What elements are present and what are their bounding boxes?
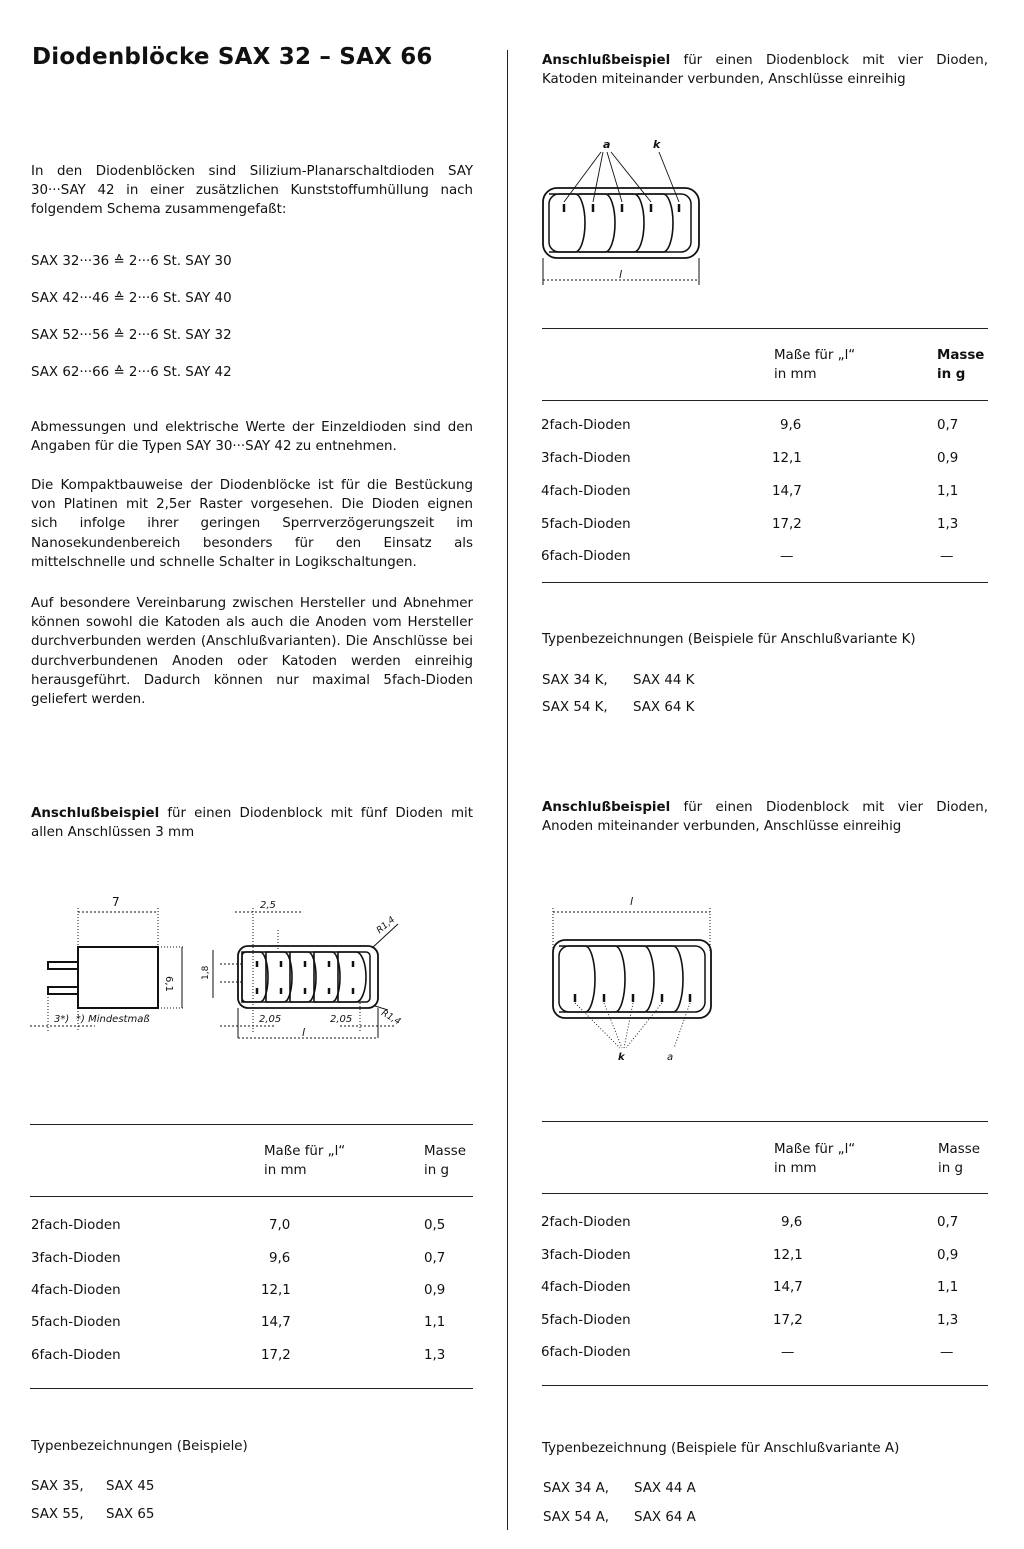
table-a-rule-top xyxy=(542,1121,988,1122)
row-length: 9,6 xyxy=(780,418,802,433)
schema-line: SAX 62···66 ≙ 2···6 St. SAY 42 xyxy=(31,365,232,380)
example-heading-text: für einen Diodenblock mit vier Dioden, Katoden miteinander verbunden, Anschlüsse einreihig xyxy=(542,53,988,88)
svg-text:R1,4: R1,4 xyxy=(375,915,398,936)
svg-text:k: k xyxy=(618,1052,625,1063)
row-type: 3fach-Dioden xyxy=(31,1251,121,1266)
type-designation: SAX 65 xyxy=(106,1507,155,1522)
type-designation: SAX 64 K xyxy=(633,700,695,715)
header-mass-line1: Masse xyxy=(937,348,985,363)
page-title: Diodenblöcke SAX 32 – SAX 66 xyxy=(32,44,433,70)
row-mass: 1,3 xyxy=(937,517,959,532)
example-heading-five-diodes xyxy=(31,804,473,842)
row-mass: 0,5 xyxy=(424,1218,446,1233)
table-k-rule-header xyxy=(542,400,988,401)
row-mass: 0,9 xyxy=(424,1283,446,1298)
row-length: 17,2 xyxy=(772,517,802,532)
row-length: 7,0 xyxy=(269,1218,291,1233)
row-mass: 0,9 xyxy=(937,1248,959,1263)
types-k-title: Typenbezeichnungen (Beispiele für Anschlußvariante K) xyxy=(542,632,916,647)
anode-variant-drawing xyxy=(540,890,730,1065)
row-type: 3fach-Dioden xyxy=(541,1248,631,1263)
row-type: 4fach-Dioden xyxy=(541,1280,631,1295)
table-k-header-mass xyxy=(937,346,984,384)
row-mass: 1,3 xyxy=(937,1313,959,1328)
header-length-line2: in mm xyxy=(774,367,817,382)
row-type: 2fach-Dioden xyxy=(541,1215,631,1230)
table-k-rule-top xyxy=(542,328,988,329)
header-length-line1: Maße für „l“ xyxy=(264,1144,346,1159)
paragraph-variants: Auf besondere Vereinbarung zwischen Hersteller und Abnehmer können sowohl die Katoden als auch die Anoden vom Hersteller durchverbunden werden (Anschlußvarianten). Die Anschlüsse bei durchverbundenen Anoden oder Katoden werden einreihig herausgeführt. Dadurch können nur maximal 5fach-Dioden geliefert werden. xyxy=(31,596,473,708)
type-designation: SAX 54 A, xyxy=(543,1510,610,1525)
type-designation: SAX 55, xyxy=(31,1507,84,1522)
example-heading-anode xyxy=(542,798,988,836)
schema-line: SAX 32···36 ≙ 2···6 St. SAY 30 xyxy=(31,254,232,269)
types-title: Typenbezeichnungen (Beispiele) xyxy=(31,1439,248,1454)
row-mass: 0,7 xyxy=(424,1251,446,1266)
svg-text:k: k xyxy=(653,138,661,151)
row-length: 14,7 xyxy=(772,484,802,499)
svg-text:a: a xyxy=(667,1052,674,1063)
row-type: 2fach-Dioden xyxy=(541,418,631,433)
type-designation: SAX 54 K, xyxy=(542,700,608,715)
row-type: 4fach-Dioden xyxy=(31,1283,121,1298)
example-heading-bold: Anschlußbeispiel xyxy=(31,806,160,821)
header-length-line2: in mm xyxy=(774,1161,817,1176)
row-length: 17,2 xyxy=(261,1348,291,1363)
svg-text:l: l xyxy=(302,1026,306,1039)
type-designation: SAX 34 K, xyxy=(542,673,608,688)
svg-text:l: l xyxy=(619,268,623,281)
row-mass: 0,9 xyxy=(937,451,959,466)
svg-text:a: a xyxy=(603,138,611,151)
table-a-rule-bottom xyxy=(542,1385,988,1386)
row-mass: 0,7 xyxy=(937,1215,959,1230)
header-length-line2: in mm xyxy=(264,1163,307,1178)
row-length: 9,6 xyxy=(269,1251,291,1266)
row-type: 5fach-Dioden xyxy=(541,517,631,532)
row-length: 14,7 xyxy=(261,1315,291,1330)
paragraph-dimensions: Abmessungen und elektrische Werte der Einzeldioden sind den Angaben für die Typen SAY 30···SAY 42 zu entnehmen. xyxy=(31,420,473,455)
row-type: 3fach-Dioden xyxy=(541,451,631,466)
row-mass: 1,1 xyxy=(937,484,959,499)
type-designation: SAX 45 xyxy=(106,1479,155,1494)
row-type: 4fach-Dioden xyxy=(541,484,631,499)
svg-text:2,05: 2,05 xyxy=(330,1014,353,1025)
type-designation: SAX 44 A xyxy=(634,1481,696,1496)
svg-text:2,05: 2,05 xyxy=(259,1014,282,1025)
row-length: 9,6 xyxy=(781,1215,803,1230)
table-rule-bottom xyxy=(30,1388,473,1389)
svg-text:1,8: 1,8 xyxy=(201,965,211,980)
type-designation: SAX 35, xyxy=(31,1479,84,1494)
row-type: 6fach-Dioden xyxy=(31,1348,121,1363)
row-mass: 1,1 xyxy=(937,1280,959,1295)
cathode-variant-drawing xyxy=(535,130,715,290)
row-length: 17,2 xyxy=(773,1313,803,1328)
row-length: 12,1 xyxy=(772,451,802,466)
example-heading-bold: Anschlußbeispiel xyxy=(542,800,671,815)
row-type: 5fach-Dioden xyxy=(541,1313,631,1328)
svg-text:7: 7 xyxy=(112,895,120,909)
type-designation: SAX 64 A xyxy=(634,1510,696,1525)
header-length-line1: Maße für „l“ xyxy=(774,348,856,363)
row-mass: 1,1 xyxy=(424,1315,446,1330)
example-heading-text: für einen Diodenblock mit fünf Dioden mit allen Anschlüssen 3 mm xyxy=(31,806,473,841)
header-mass-line1: Masse xyxy=(938,1142,980,1157)
type-designation: SAX 34 A, xyxy=(543,1481,610,1496)
row-mass: — xyxy=(940,549,954,564)
row-type: 5fach-Dioden xyxy=(31,1315,121,1330)
row-type: 6fach-Dioden xyxy=(541,549,631,564)
example-heading-cathode xyxy=(542,51,988,89)
row-mass: — xyxy=(940,1345,954,1360)
row-mass: 1,3 xyxy=(424,1348,446,1363)
header-mass-line2: in g xyxy=(937,367,966,382)
example-heading-text: für einen Diodenblock mit vier Dioden, Anoden miteinander verbunden, Anschlüsse einreihig xyxy=(542,800,988,835)
svg-text:3*): 3*) xyxy=(54,1014,70,1025)
table-rule-top xyxy=(30,1124,473,1125)
header-mass-line2: in g xyxy=(424,1163,449,1178)
table-header-length xyxy=(264,1142,345,1180)
intro-paragraph: In den Diodenblöcken sind Silizium-Planarschaltdioden SAY 30···SAY 42 in einer zusätzlichen Kunststoffumhüllung nach folgendem Schema zusammengefaßt: xyxy=(31,164,473,218)
type-designation: SAX 44 K xyxy=(633,673,695,688)
header-length-line1: Maße für „l“ xyxy=(774,1142,856,1157)
svg-text:l: l xyxy=(630,895,634,908)
example-heading-bold: Anschlußbeispiel xyxy=(542,53,671,68)
row-length: 12,1 xyxy=(773,1248,803,1263)
table-a-header-mass xyxy=(938,1140,980,1178)
row-type: 6fach-Dioden xyxy=(541,1345,631,1360)
types-a-title: Typenbezeichnung (Beispiele für Anschlußvariante A) xyxy=(542,1441,900,1456)
table-k-header-length xyxy=(774,346,855,384)
footnote-minimum: *) Mindestmaß xyxy=(76,1014,150,1025)
schema-line: SAX 42···46 ≙ 2···6 St. SAY 40 xyxy=(31,291,232,306)
row-length: 14,7 xyxy=(773,1280,803,1295)
row-length: — xyxy=(780,549,794,564)
header-mass-line1: Masse xyxy=(424,1144,466,1159)
svg-text:6,1: 6,1 xyxy=(163,976,174,992)
table-a-rule-header xyxy=(542,1193,988,1194)
header-mass-line2: in g xyxy=(938,1161,963,1176)
table-k-rule-bottom xyxy=(542,582,988,583)
row-length: — xyxy=(781,1345,795,1360)
schema-line: SAX 52···56 ≙ 2···6 St. SAY 32 xyxy=(31,328,232,343)
table-rule-header xyxy=(30,1196,473,1197)
column-divider xyxy=(507,50,508,1530)
row-length: 12,1 xyxy=(261,1283,291,1298)
paragraph-construction: Die Kompaktbauweise der Diodenblöcke ist für die Bestückung von Platinen mit 2,5er Raster vorgesehen. Die Dioden eignen sich infolge ihrer geringen Sperrverzögerungszeit im Nanosekundenbereich besonders für den Einsatz als mittelschnelle und schnelle Schalter in Logikschaltungen. xyxy=(31,478,473,570)
row-type: 2fach-Dioden xyxy=(31,1218,121,1233)
svg-text:R1,4: R1,4 xyxy=(379,1008,403,1028)
svg-text:2,5: 2,5 xyxy=(260,900,276,911)
table-a-header-length xyxy=(774,1140,855,1178)
table-header-mass xyxy=(424,1142,466,1180)
row-mass: 0,7 xyxy=(937,418,959,433)
